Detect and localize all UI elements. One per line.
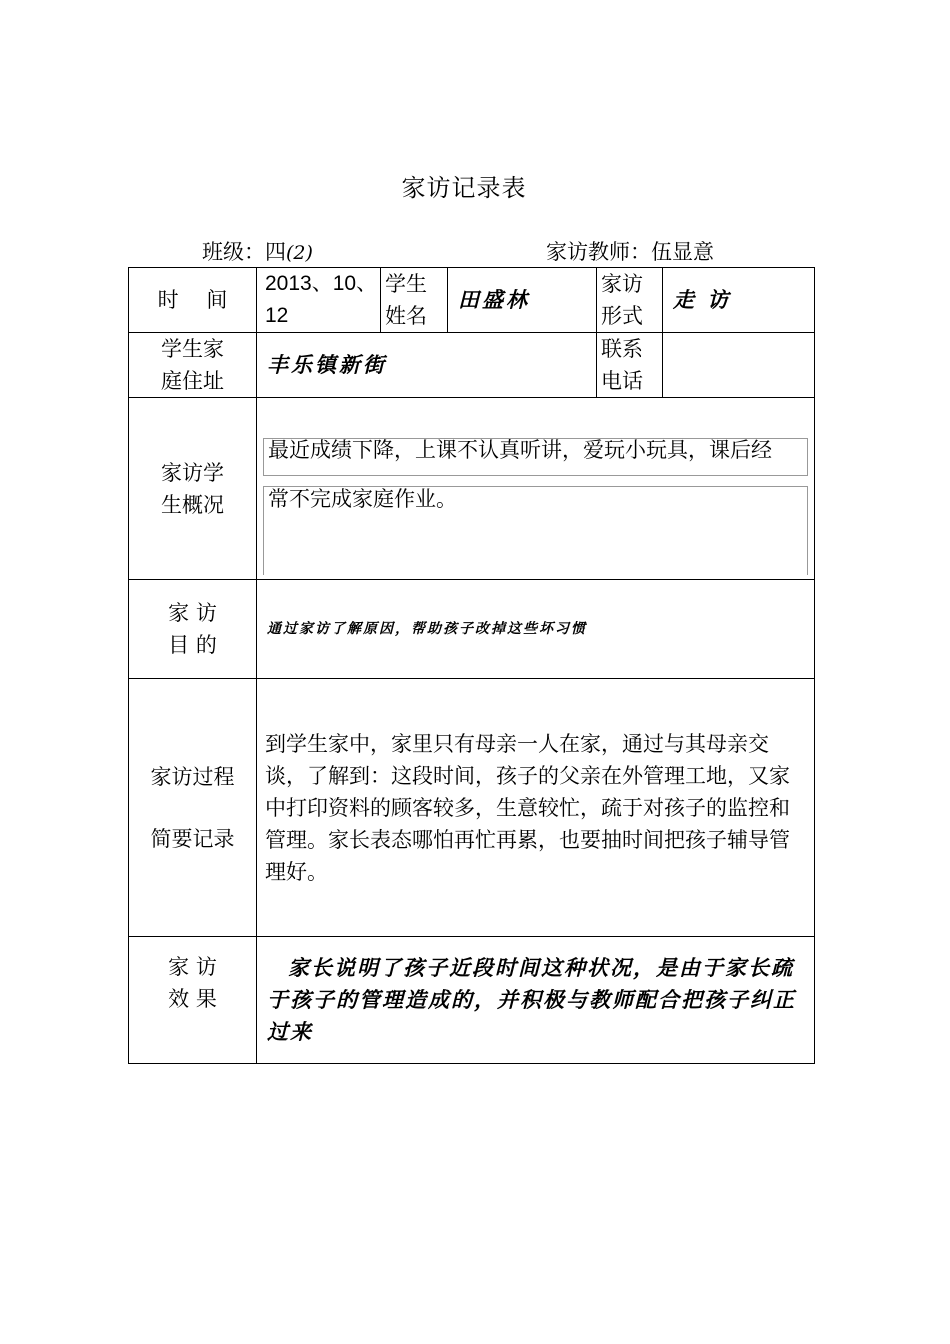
overview-line-2: 常不完成家庭作业。 <box>263 486 808 575</box>
student-name-value: 田盛林 <box>448 268 597 333</box>
effect-label <box>129 937 257 1064</box>
process-label-line-2: 简要记录 <box>150 826 235 851</box>
phone-label: 联系电话 <box>597 333 663 398</box>
address-value: 丰乐镇新街 <box>257 333 597 398</box>
phone-value <box>663 333 815 398</box>
class-field <box>202 236 313 266</box>
teacher-field: 家访教师：伍显意 <box>546 240 714 264</box>
visit-form-label: 家访形式 <box>597 268 663 333</box>
process-value: 到学生家中，家里只有母亲一人在家，通过与其母亲交谈，了解到：这段时间，孩子的父亲在外管理工地，又家中打印资料的顾客较多，生意较忙，疏于对孩子的监控和管理。家长表态哪怕再忙再累，也要抽时间把孩子辅导管理好。 <box>257 679 815 937</box>
time-label: 时 间 <box>129 268 257 333</box>
effect-label-line-2: 效 果 <box>168 987 217 1011</box>
class-label: 班级：四 <box>202 240 286 264</box>
student-name-label: 学生姓名 <box>381 268 448 333</box>
class-value: (2) <box>286 242 313 264</box>
overview-line-1: 最近成绩下降，上课不认真听讲，爱玩小玩具，课后经 <box>263 438 808 476</box>
purpose-label <box>129 580 257 679</box>
effect-label-line-1: 家 访 <box>168 955 217 979</box>
purpose-label-line-2: 目 的 <box>168 633 217 657</box>
page-title: 家访记录表 <box>401 174 527 202</box>
process-label <box>129 679 257 937</box>
process-label-line-1: 家访过程 <box>150 764 235 789</box>
purpose-value: 通过家访了解原因，帮助孩子改掉这些坏习惯 <box>257 580 815 679</box>
effect-value: 家长说明了孩子近段时间这种状况，是由于家长疏于孩子的管理造成的，并积极与教师配合把孩子纠正过来 <box>257 937 815 1064</box>
visit-form-value: 走 访 <box>663 268 815 333</box>
address-label: 学生家庭住址 <box>129 333 257 398</box>
purpose-label-line-1: 家 访 <box>168 601 217 625</box>
overview-cell <box>257 398 815 580</box>
overview-label: 家访学生概况 <box>129 398 257 580</box>
date-value: 2013、10、12 <box>257 268 381 333</box>
visit-record-table <box>128 267 815 1064</box>
